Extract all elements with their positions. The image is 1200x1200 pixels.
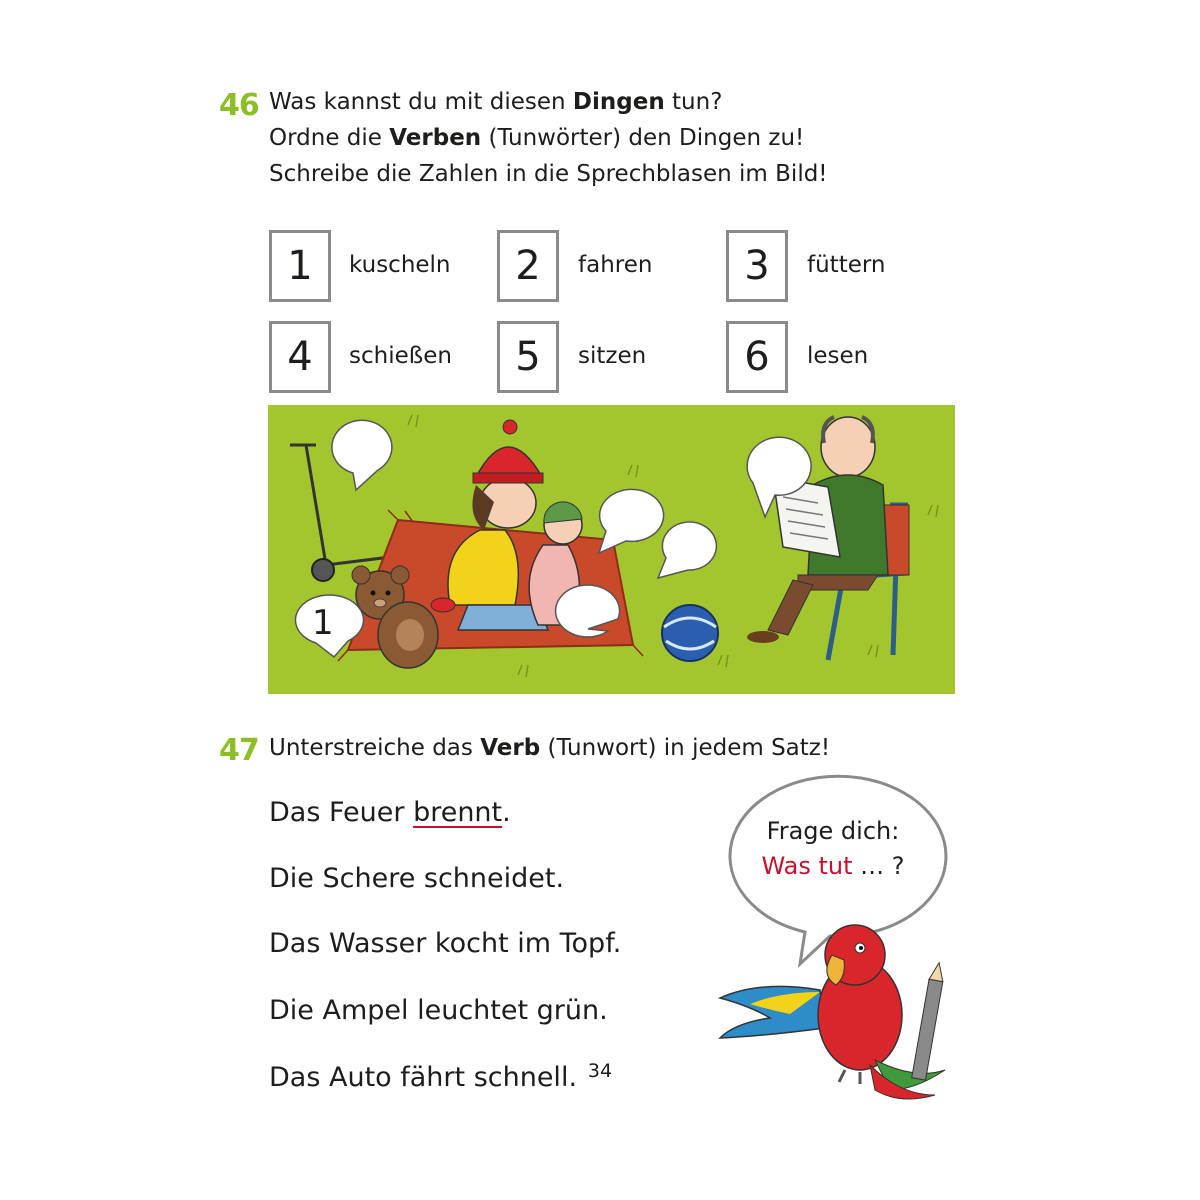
exercise-47-number: 47 — [219, 733, 259, 768]
verb-number-box: 4 — [269, 321, 331, 393]
example-answer: 1 — [312, 603, 334, 643]
sentence-4: Die Ampel leuchtet grün. — [269, 995, 608, 1026]
text-segment: Was kannst du mit diesen — [269, 89, 573, 115]
hint-line-2 — [753, 852, 913, 880]
sentence-5: Das Auto fährt schnell. — [269, 1062, 578, 1093]
text-segment: Das Feuer — [269, 797, 414, 828]
text-segment: Ordne die — [269, 125, 390, 151]
exercise-47-instruction — [269, 730, 830, 766]
exercise-46-number: 46 — [219, 88, 259, 123]
verb-label: sitzen — [578, 343, 647, 369]
text-segment: tun? — [664, 89, 723, 115]
bold-word: Dingen — [572, 89, 665, 115]
exercise-46-instruction-line-1 — [269, 84, 722, 120]
text-segment: Unterstreiche das — [269, 735, 481, 761]
verb-number-box: 1 — [269, 230, 331, 302]
bold-word: Verben — [389, 125, 482, 151]
bold-word: Verb — [480, 735, 541, 761]
exercise-46-instruction-line-3: Schreibe die Zahlen in die Sprechblasen im Bild! — [269, 161, 828, 187]
sentence-2: Die Schere schneidet. — [269, 863, 565, 894]
sentence-3: Das Wasser kocht im Topf. — [269, 928, 622, 959]
text-segment: (Tunwörter) den Dingen zu! — [481, 125, 805, 151]
verb-number-box: 3 — [726, 230, 788, 302]
verb-label: fahren — [578, 252, 653, 278]
text-segment: . — [502, 797, 511, 828]
hint-question-red: Was tut — [761, 852, 853, 880]
verb-label: schießen — [349, 343, 452, 369]
page-number: 34 — [587, 1060, 613, 1082]
ball — [662, 605, 718, 661]
text-segment: (Tunwort) in jedem Satz! — [540, 735, 831, 761]
verb-number-box: 2 — [497, 230, 559, 302]
hint-question-rest: … ? — [852, 852, 905, 880]
park-scene-illustration — [268, 405, 955, 694]
scene-drawing — [268, 405, 955, 694]
verb-number-box: 5 — [497, 321, 559, 393]
verb-label: füttern — [807, 252, 886, 278]
verb-number-box: 6 — [726, 321, 788, 393]
sentence-1 — [269, 797, 511, 828]
hint-line-1: Frage dich: — [766, 817, 900, 845]
verb-label: lesen — [807, 343, 869, 369]
underlined-verb: brennt — [413, 797, 503, 828]
verb-label: kuscheln — [349, 252, 451, 278]
exercise-46-instruction-line-2 — [269, 120, 804, 156]
